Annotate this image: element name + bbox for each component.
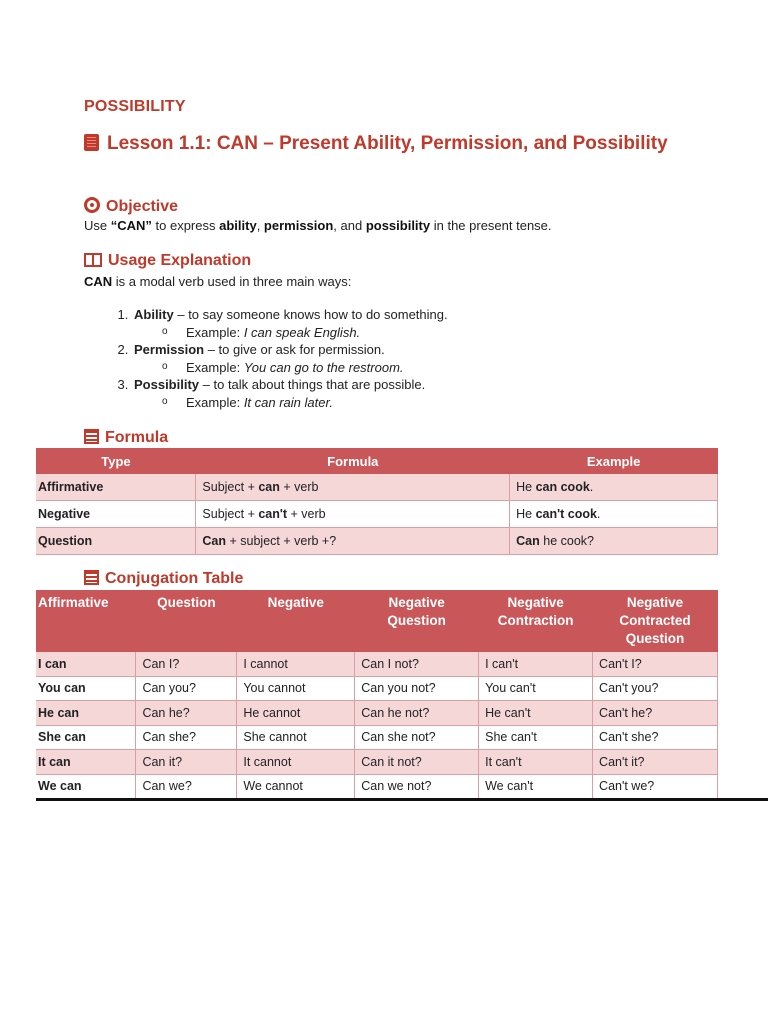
target-icon xyxy=(84,197,100,213)
list-item xyxy=(132,376,448,411)
usage-example xyxy=(184,394,448,412)
table-row xyxy=(36,701,718,726)
table-cell: Can I? xyxy=(136,652,237,676)
table-row xyxy=(36,725,718,750)
objective-part: Use xyxy=(84,218,111,233)
column-header: Negative Contraction xyxy=(479,590,593,652)
cell-part: He xyxy=(516,480,536,494)
usage-intro xyxy=(84,274,351,289)
usage-desc: – to talk about things that are possible. xyxy=(199,377,426,392)
cell-part: he cook? xyxy=(539,534,594,548)
table-cell: She can't xyxy=(479,725,593,750)
example-text: You can go to the restroom. xyxy=(243,359,404,375)
table-cell: I cannot xyxy=(237,652,355,676)
table-cell: You can't xyxy=(479,676,593,701)
cutoff-divider xyxy=(36,798,768,801)
column-header: Type xyxy=(36,448,196,474)
column-header: Affirmative xyxy=(36,590,136,652)
table-cell: Can't it? xyxy=(593,750,718,775)
table-cell: It can xyxy=(36,750,136,775)
table-cell: You can xyxy=(36,676,136,701)
objective-part: to express xyxy=(151,218,220,233)
table-cell: Can't you? xyxy=(593,676,718,701)
objective-part: possibility xyxy=(365,218,431,233)
cell-part: . xyxy=(589,480,594,494)
usage-term: Ability xyxy=(134,307,174,322)
objective-part: in the present tense. xyxy=(430,218,552,233)
table-cell: Can we? xyxy=(136,774,237,799)
objective-heading xyxy=(84,197,178,216)
usage-term: Permission xyxy=(134,342,205,357)
table-cell: Can she? xyxy=(136,725,237,750)
list-icon xyxy=(84,429,99,444)
table-row xyxy=(36,528,718,555)
table-cell: I can't xyxy=(479,652,593,676)
table-cell: He can xyxy=(36,701,136,726)
cell-part: Can xyxy=(516,534,540,548)
objective-heading-text: Objective xyxy=(106,198,179,215)
table-cell: She can xyxy=(36,725,136,750)
usage-intro-bold: CAN xyxy=(84,274,113,289)
table-cell: Can you not? xyxy=(355,676,479,701)
objective-part: “CAN” xyxy=(110,218,152,233)
table-cell: We can't xyxy=(479,774,593,799)
table-row xyxy=(36,501,718,528)
cell-part: . xyxy=(596,507,601,521)
column-header: Negative xyxy=(237,590,355,652)
formula-table xyxy=(36,448,718,555)
cell-part: can't xyxy=(258,507,288,521)
formula-cell xyxy=(196,501,510,528)
usage-heading-text: Usage Explanation xyxy=(108,252,252,269)
table-cell: Can't we? xyxy=(593,774,718,799)
cell-part: He xyxy=(516,507,536,521)
table-cell: It can't xyxy=(479,750,593,775)
objective-part: ability xyxy=(219,218,257,233)
list-item xyxy=(132,306,448,341)
list-icon xyxy=(84,570,99,585)
example-text: I can speak English. xyxy=(243,324,361,340)
cell-part: Subject + xyxy=(202,480,259,494)
usage-example xyxy=(184,324,448,342)
usage-example xyxy=(184,359,448,377)
objective-part: permission xyxy=(263,218,334,233)
open-book-icon xyxy=(84,253,102,267)
cell-part: Subject + xyxy=(202,507,259,521)
cell-part: Can xyxy=(202,534,227,548)
table-cell: Can't he? xyxy=(593,701,718,726)
objective-part: , and xyxy=(333,218,366,233)
formula-cell xyxy=(196,474,510,501)
formula-heading-text: Formula xyxy=(105,429,169,446)
usage-heading xyxy=(84,252,251,270)
cell-part: + verb xyxy=(279,480,319,494)
page-bottom-blank xyxy=(0,801,768,1024)
type-cell: Affirmative xyxy=(36,474,196,501)
example-label: Example: xyxy=(186,359,244,375)
lesson-title-text: Lesson 1.1: CAN – Present Ability, Permission, and Possibility xyxy=(107,133,668,154)
table-row xyxy=(36,774,718,799)
cell-part: + subject + verb +? xyxy=(226,534,337,548)
table-header-row xyxy=(36,448,718,474)
table-row xyxy=(36,474,718,501)
cell-part: can xyxy=(258,480,280,494)
table-cell: He cannot xyxy=(237,701,355,726)
table-cell: Can she not? xyxy=(355,725,479,750)
table-cell: We can xyxy=(36,774,136,799)
cell-part: + verb xyxy=(287,507,326,521)
column-header: Negative Contracted Question xyxy=(593,590,718,652)
table-cell: Can we not? xyxy=(355,774,479,799)
usage-intro-rest: is a modal verb used in three main ways: xyxy=(112,274,352,289)
lesson-title xyxy=(84,132,684,155)
objective-text xyxy=(84,218,552,233)
usage-desc: – to give or ask for permission. xyxy=(204,342,385,357)
table-cell: Can he not? xyxy=(355,701,479,726)
table-cell: It cannot xyxy=(237,750,355,775)
list-item xyxy=(132,341,448,376)
table-cell: Can he? xyxy=(136,701,237,726)
cell-part: can cook xyxy=(535,480,590,494)
column-header: Question xyxy=(136,590,237,652)
column-header: Negative Question xyxy=(355,590,479,652)
example-cell xyxy=(510,528,718,555)
table-cell: Can it? xyxy=(136,750,237,775)
table-cell: He can't xyxy=(479,701,593,726)
conjugation-heading xyxy=(84,570,243,588)
table-cell: We cannot xyxy=(237,774,355,799)
formula-cell xyxy=(196,528,510,555)
table-row xyxy=(36,652,718,676)
cell-part: can't cook xyxy=(535,507,597,521)
formula-heading xyxy=(84,429,168,447)
table-cell: You cannot xyxy=(237,676,355,701)
column-header: Formula xyxy=(196,448,510,474)
table-row xyxy=(36,676,718,701)
objective-part: , xyxy=(256,218,264,233)
book-icon xyxy=(84,134,99,151)
table-cell: Can't I? xyxy=(593,652,718,676)
table-cell: I can xyxy=(36,652,136,676)
example-text: It can rain later. xyxy=(243,394,333,410)
usage-term: Possibility xyxy=(134,377,200,392)
usage-desc: – to say someone knows how to do something. xyxy=(173,307,448,322)
example-cell xyxy=(510,501,718,528)
table-cell: She cannot xyxy=(237,725,355,750)
table-cell: Can't she? xyxy=(593,725,718,750)
table-cell: Can it not? xyxy=(355,750,479,775)
section-label: POSSIBILITY xyxy=(84,98,186,115)
table-cell: Can you? xyxy=(136,676,237,701)
conjugation-table xyxy=(36,590,718,824)
example-cell xyxy=(510,474,718,501)
type-cell: Question xyxy=(36,528,196,555)
table-row xyxy=(36,750,718,775)
example-label: Example: xyxy=(186,394,244,410)
column-header: Example xyxy=(510,448,718,474)
table-cell: Can I not? xyxy=(355,652,479,676)
conjugation-heading-text: Conjugation Table xyxy=(105,570,244,587)
table-header-row xyxy=(36,590,718,652)
example-label: Example: xyxy=(186,324,244,340)
type-cell: Negative xyxy=(36,501,196,528)
usage-list xyxy=(84,306,448,411)
